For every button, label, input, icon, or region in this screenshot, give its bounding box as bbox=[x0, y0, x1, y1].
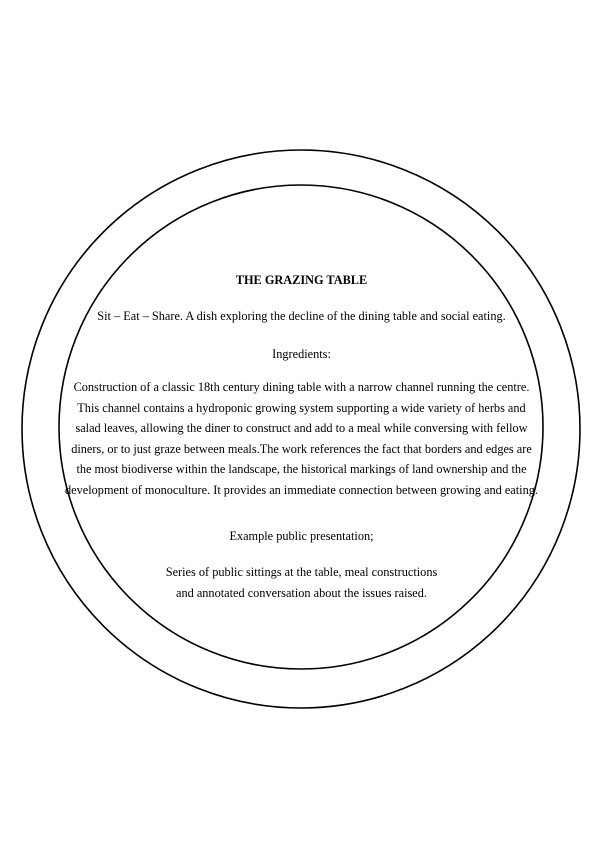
example-heading: Example public presentation; bbox=[229, 529, 374, 543]
paragraph-line: This channel contains a hydroponic growing system supporting a wide variety of herbs and bbox=[77, 400, 526, 415]
paragraph-line: Construction of a classic 18th century dining table with a narrow channel running the centre. bbox=[73, 380, 530, 394]
ingredients-heading: Ingredients: bbox=[272, 347, 331, 361]
page-title: THE GRAZING TABLE bbox=[235, 273, 368, 287]
paragraph-line: the most biodiverse within the landscape, the historical markings of land ownership and the bbox=[76, 462, 527, 476]
paragraph-line: development of monoculture. It provides an immediate connection between growing and eating. bbox=[65, 482, 538, 497]
presentation-paragraph bbox=[40, 562, 563, 603]
paragraph-line: Series of public sittings at the table, meal constructions bbox=[165, 565, 438, 579]
paragraph-line: diners, or to just graze between meals.The work references the fact that borders and edges are bbox=[71, 441, 532, 456]
ingredients-paragraph bbox=[40, 377, 563, 500]
paragraph-line: salad leaves, allowing the diner to construct and add to a meal while conversing with fellow bbox=[75, 421, 528, 435]
paragraph-line: and annotated conversation about the issues raised. bbox=[176, 585, 427, 600]
tagline: Sit – Eat – Share. A dish exploring the decline of the dining table and social eating. bbox=[97, 309, 506, 323]
